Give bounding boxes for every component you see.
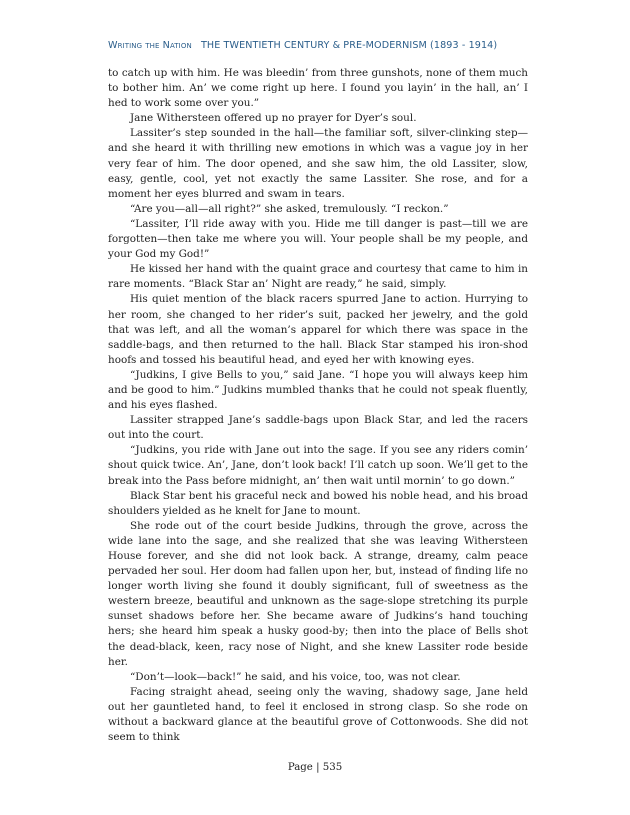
running-header	[108, 40, 528, 51]
paragraph: Black Star bent his graceful neck and bowed his noble head, and his broad shoulders yielded as he knelt for Jane to mount.	[108, 489, 528, 517]
paragraph: His quiet mention of the black racers spurred Jane to action. Hurrying to her room, she changed to her rider’s suit, packed her jewelry, and the gold that was left, and all the woman’s apparel for which there was space in the saddle-bags, and then returned to the hall. Black Star stamped his iron-shod hoofs and tossed his beautiful head, and eyed her with knowing eyes.	[108, 293, 528, 366]
header-title: THE TWENTIETH CENTURY & PRE-MODERNISM (1893 - 1914)	[200, 40, 498, 51]
paragraph: Facing straight ahead, seeing only the waving, shadowy sage, Jane held out her gauntleted hand, to feel it enclosed in strong clasp. So she rode on without a backward glance at the beautiful grove of Cottonwoods. She did not seem to think	[108, 685, 528, 744]
paragraph: “Lassiter, I’ll ride away with you. Hide me till danger is past—till we are forgotten—then take me where you will. Your people shall be my people, and your God my God!”	[108, 217, 528, 261]
header-section: Writing the Nation	[108, 40, 192, 51]
paragraph: He kissed her hand with the quaint grace and courtesy that came to him in rare moments. “Black Star an’ Night are ready,” he said, simply.	[108, 263, 528, 291]
paragraph: She rode out of the court beside Judkins, through the grove, across the wide lane into the sage, and she realized that she was leaving Withersteen House forever, and she did not look back. A strange, dreamy, calm peace pervaded her soul. Her doom had fallen upon her, but, instead of finding life no longer worth living she found it doubly significant, full of sweetness as the western breeze, beautiful and unknown as the sage-slope stretching its purple sunset shadows before her. She became aware of Judkins’s hand touching hers; she heard him speak a husky good-by; then into the place of Bells shot the dead-black, keen, racy nose of Night, and she knew Lassiter rode beside her.	[108, 519, 528, 668]
paragraph: “Don’t—look—back!” he said, and his voice, too, was not clear.	[130, 670, 461, 683]
paragraph: Lassiter’s step sounded in the hall—the familiar soft, silver-clinking step—and she heard it with thrilling new emotions in which was a vague joy in her very fear of him. The door opened, and she saw him, the old Lassiter, slow, easy, gentle, cool, yet not exactly the same Lassiter. She rose, and for a moment her eyes blurred and swam in tears.	[108, 127, 528, 200]
body-text	[108, 66, 528, 745]
page-number: Page | 535	[287, 762, 343, 773]
paragraph: “Are you—all—all right?” she asked, tremulously. “I reckon.”	[130, 202, 449, 215]
paragraph: Lassiter strapped Jane’s saddle-bags upon Black Star, and led the racers out into the court.	[108, 414, 528, 442]
paragraph: “Judkins, you ride with Jane out into the sage. If you see any riders comin’ shout quick twice. An’, Jane, don’t look back! I’ll catch up soon. We’ll get to the break into the Pass before midnight, an’ then wait until mornin’ to go down.”	[108, 444, 528, 487]
paragraph: “Judkins, I give Bells to you,” said Jane. “I hope you will always keep him and be good to him.” Judkins mumbled thanks that he could not speak fluently, and his eyes flashed.	[108, 368, 528, 412]
paragraph: Jane Withersteen offered up no prayer for Dyer’s soul.	[130, 112, 417, 125]
paragraph: to catch up with him. He was bleedin’ from three gunshots, none of them much to bother him. An’ we come right up here. I found you layin’ in the hall, an’ I hed to work some over you.”	[108, 67, 528, 110]
